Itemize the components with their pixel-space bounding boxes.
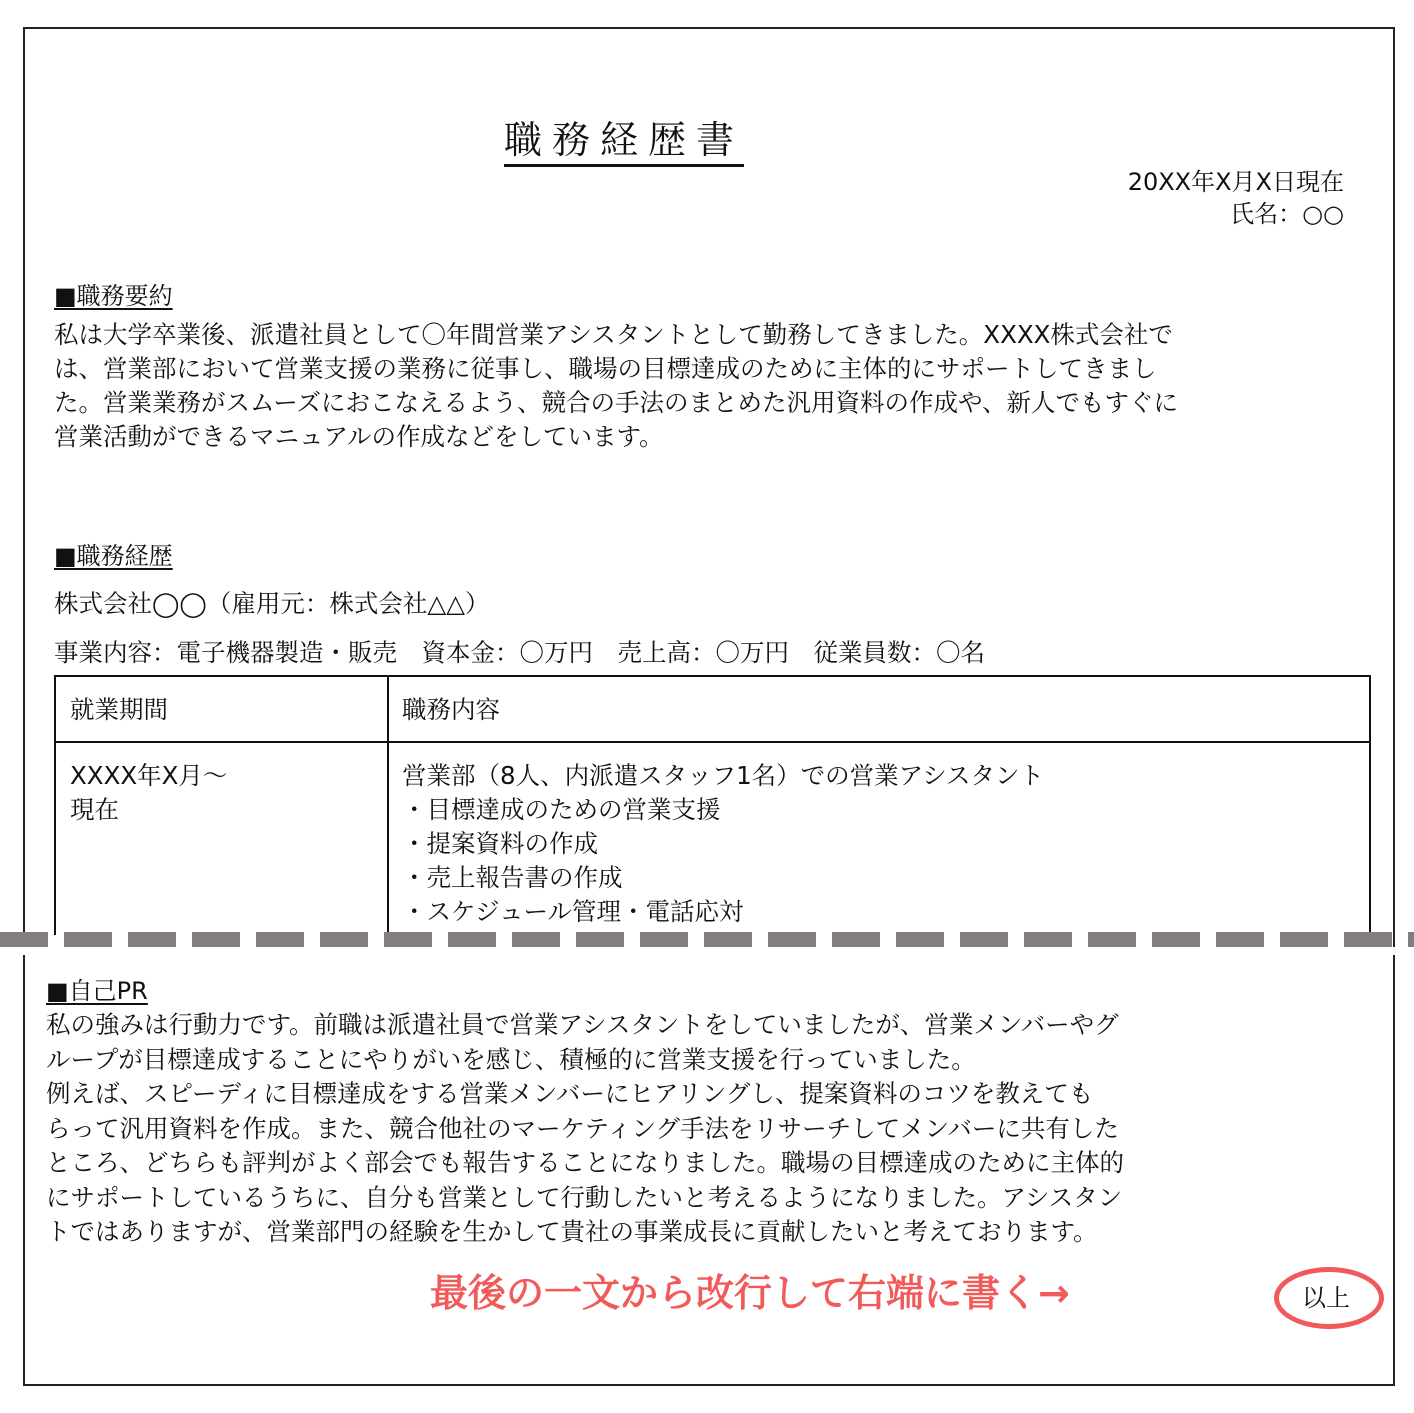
closing-word: 以上 [1302,1284,1350,1312]
self-pr-line: ところ、どちらも評判がよく部会でも報告することになりました。職場の目標達成のために主体的 [46,1148,1124,1177]
summary-paragraph [54,318,1178,454]
business-info: 事業内容：電子機器製造・販売 資本金：〇万円 売上高：〇万円 従業員数：〇名 [54,638,985,667]
self-pr-line: 私の強みは行動力です。前職は派遣社員で営業アシスタントをしていましたが、営業メンバーやグ [46,1010,1119,1039]
career-table [54,675,1371,935]
self-pr-line: ループが目標達成することにやりがいを感じ、積極的に営業支援を行っていました。 [46,1044,976,1074]
duty-item: ・売上報告書の作成 [402,863,623,892]
self-pr-line: トではありますが、営業部門の経験を生かして貴社の事業成長に貢献したいと考えております。 [46,1217,1098,1246]
summary-line: 営業活動ができるマニュアルの作成などをしています。 [54,422,664,451]
table-header-period: 就業期間 [70,695,168,724]
omission-dashed-separator [0,932,1414,947]
document-title: 職務経歴書 [504,118,744,167]
self-pr-paragraph [46,1008,1124,1250]
self-pr-line: にサポートしているうちに、自分も営業として行動したいと考えるようになりました。アシスタン [46,1182,1123,1212]
self-pr-heading: ■自己PR [46,977,148,1005]
table-column-divider [387,677,389,935]
summary-line: 私は大学卒業後、派遣社員として〇年間営業アシスタントとして勤務してきました。XXXX株式会社で [54,320,1173,349]
table-header-divider [56,741,1369,743]
summary-line: は、営業部において営業支援の業務に従事し、職場の目標達成のために主体的にサポートしてきまし [54,354,1157,383]
annotation-note: 最後の一文から改行して右端に書く→ [430,1271,1070,1315]
duty-item: ・スケジュール管理・電話応対 [402,897,744,926]
self-pr-line: 例えば、スピーディに目標達成をする営業メンバーにヒアリングし、提案資料のコツを教えても [46,1079,1094,1108]
table-cell-duties [402,759,1044,929]
table-cell-period [70,759,227,827]
document-date: 20XX年X月X日現在 [1127,168,1344,196]
summary-line: た。営業業務がスムーズにおこなえるよう、競合の手法のまとめた汎用資料の作成や、新人でもすぐに [54,388,1179,417]
company-name: 株式会社◯◯（雇用元：株式会社△△） [54,589,490,618]
summary-heading: ■職務要約 [54,282,173,310]
duty-item: 営業部（8人、内派遣スタッフ1名）での営業アシスタント [402,761,1044,790]
applicant-name: 氏名：○○ [1230,200,1344,228]
self-pr-line: らって汎用資料を作成。また、競合他社のマーケティング手法をリサーチしてメンバーに共有した [46,1113,1119,1143]
duty-item: ・目標達成のための営業支援 [402,795,721,824]
period-start: XXXX年X月～ [70,761,228,790]
cut-gap [0,947,1414,955]
history-heading: ■職務経歴 [54,542,173,570]
duty-item: ・提案資料の作成 [402,829,598,858]
table-header-duties: 職務内容 [402,695,500,724]
period-end: 現在 [70,795,119,824]
